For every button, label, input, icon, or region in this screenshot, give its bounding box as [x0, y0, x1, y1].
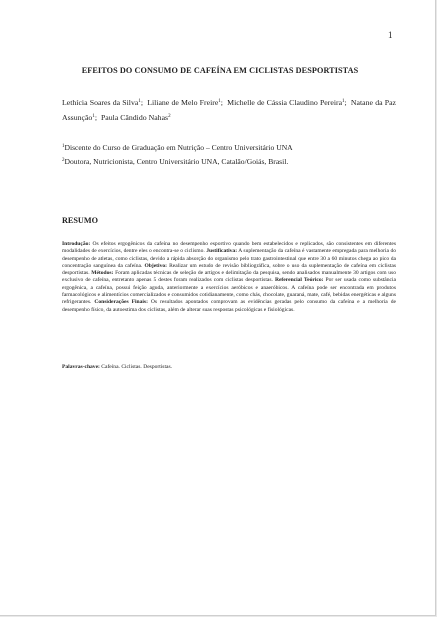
abstract-consideracoes-label: Considerações Finais:: [94, 299, 148, 306]
keywords-label: Palavras-chave:: [62, 364, 100, 370]
keywords: [62, 364, 396, 371]
author-name: Liliane de Melo Freire: [147, 98, 219, 107]
author-list: Lethícia Soares da Silva$^1$; Liliane de Melo Freire$^1$; Michelle de Cássia Claudino Pereira$^1$; Natane da Paz Assunção$^1$; Paula Cândido Nahas$^2$: [62, 98, 397, 122]
author-affiliation-mark: 1: [138, 99, 141, 104]
author-name: Paula Cândido Nahas: [100, 113, 169, 122]
author-affiliation-mark: 2: [168, 114, 171, 119]
affiliation-text: Discente do Curso de Graduação em Nutrição – Centro Universitário UNA: [64, 143, 293, 152]
abstract-metodos-label: Métodos:: [91, 270, 114, 277]
abstract-objetivo-label: Objetivo:: [144, 262, 167, 269]
abstract-body: [62, 241, 396, 314]
abstract-referencial-text: Por ser usada como substância ergogênica, a cafeína, possui feição aguda, anteriormente a exercícios aeróbicos e anaeróbicos. A cafeína pode ser encontrada em produtos farmacológicos e alimentícios comercializados e consumidos cotidianamente, como chás, chocolate, guaraná, mate, café, bebidas energéticas e alguns refrigerantes.: [62, 277, 396, 306]
affiliation-text: Doutora, Nutricionista, Centro Universitário UNA, Catalão/Goiás, Brasil.: [64, 157, 289, 166]
affiliation-mark: 2: [62, 158, 65, 163]
abstract-intro-text: Os efeitos ergogênicos da cafeína no desempenho esportivo quando bem estabelecidos e replicados, são consistentes em diferentes modalidades de exercícios, dentre eles o encontra-se o ciclismo.: [62, 241, 396, 255]
author-name: Natane da Paz Assunção: [62, 98, 397, 122]
author-name: Lethícia Soares da Silva: [62, 98, 139, 107]
page-number: 1: [388, 30, 393, 40]
author-name: Michelle de Cássia Claudino Pereira: [227, 98, 343, 107]
affiliation-mark: 1: [62, 144, 65, 149]
abstract-justificativa-label: Justificativa:: [206, 248, 238, 255]
abstract-metodos-text: Foram aplicadas técnicas de seleção de artigos e delimitação da pesquisa, sendo analisados manualmente 30 artigos com uso exclusivo de cafeína, entretanto apenas 5 destes foram realizados com ciclistas desportistas.: [62, 270, 396, 284]
affiliation-1: [62, 143, 396, 152]
paper-title: EFEITOS DO CONSUMO DE CAFEÍNA EM CICLISTAS DESPORTISTAS: [81, 66, 359, 75]
abstract-justificativa-text: A suplementação da cafeína é vastamente empregada para melhoria do desempenho de atletas, como ciclistas, devido a rápida absorção do organismo pelo trato gastrointestinal que entre 30 a 60 minutos chega ao pico da concentração sanguínea da cafeína.: [62, 248, 396, 269]
abstract-intro-label: Introdução:: [62, 241, 91, 247]
author-affiliation-mark: 1: [342, 99, 345, 104]
author-affiliation-mark: 1: [218, 99, 221, 104]
abstract-consideracoes-text: Os resultados apontados comprovam as evidências geradas pelo consumo da cafeína e a melhoria de desempenho físico, da autoestima dos ciclistas, além de alterar suas respostas psicológicas e fisiológicas.: [62, 299, 396, 313]
abstract-referencial-label: Referencial Teórico:: [274, 277, 324, 284]
keywords-text: Cafeína. Ciclistas. Desportistas.: [101, 364, 173, 370]
abstract-objetivo-text: Realizar um estudo de revisão bibliográfica, sobre o uso da suplementação de cafeína em ciclistas desportistas.: [62, 262, 397, 277]
abstract-heading: RESUMO: [62, 216, 98, 225]
affiliation-2: [62, 157, 396, 166]
author-affiliation-mark: 1: [92, 114, 95, 119]
